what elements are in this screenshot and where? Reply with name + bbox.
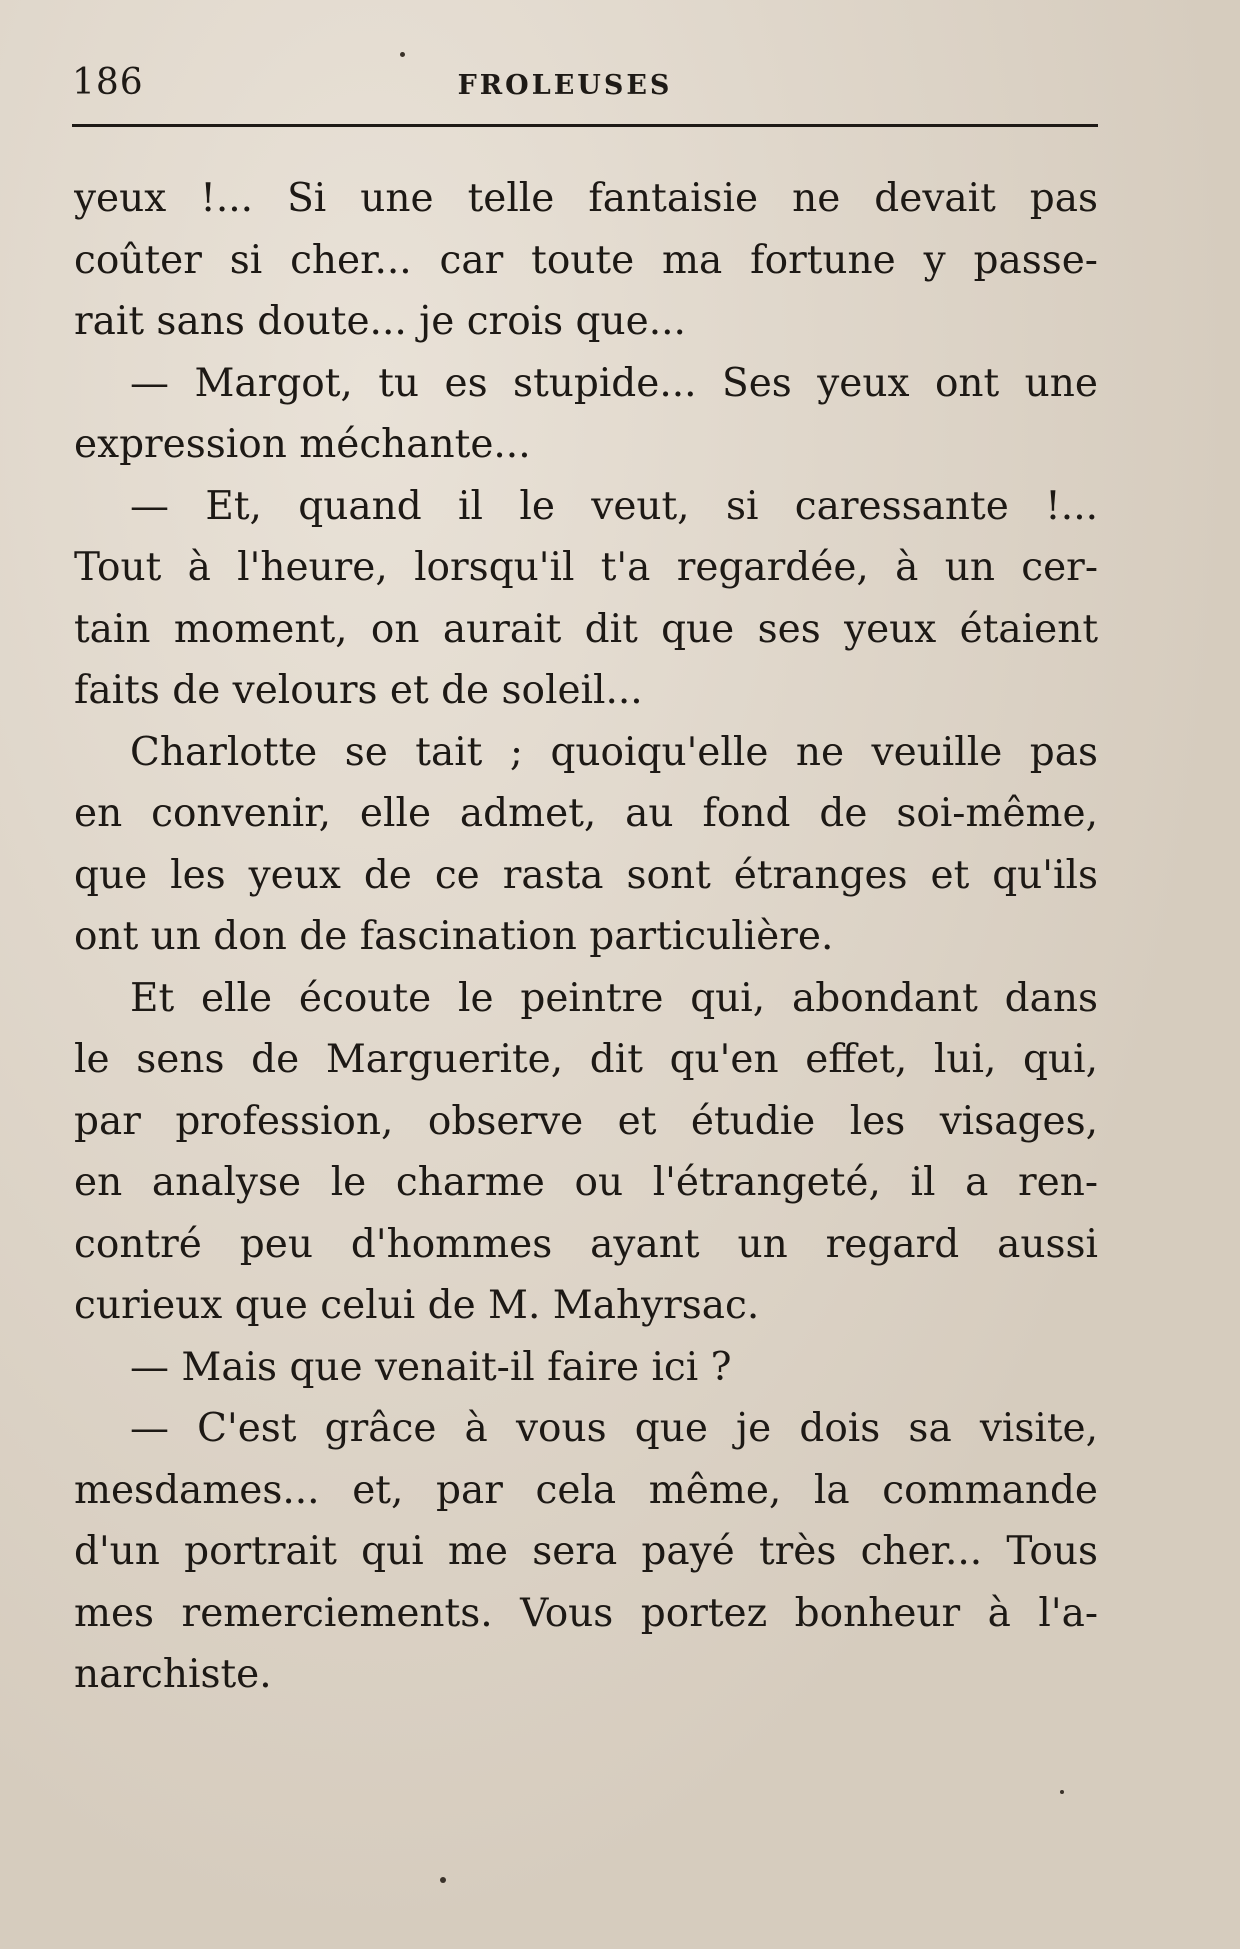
page-number: 186	[72, 62, 144, 103]
text-line: le sens de Marguerite, dit qu'en effet, lui, qui,	[74, 1037, 1098, 1082]
text-line: mes remerciements. Vous portez bonheur à l'a-	[74, 1590, 1098, 1636]
text-line: tain moment, on aurait dit que ses yeux étaient	[74, 606, 1098, 652]
running-title: FROLEUSES	[457, 70, 673, 101]
text-line: Charlotte se tait ; quoiqu'elle ne veuille pas	[130, 729, 1098, 775]
text-line: yeux !... Si une telle fantaisie ne devait pas	[74, 176, 1098, 221]
text-line: faits de velours et de soleil...	[74, 668, 643, 713]
paragraph	[74, 168, 1098, 353]
text-line: — C'est grâce à vous que je dois sa visite,	[130, 1406, 1098, 1451]
text-line: contré peu d'hommes ayant un regard aussi	[74, 1221, 1098, 1267]
text-line: rait sans doute... je crois que...	[74, 299, 686, 344]
text-line: — Margot, tu es stupide... Ses yeux ont une	[130, 360, 1098, 406]
text-line: Et elle écoute le peintre qui, abondant dans	[130, 975, 1098, 1021]
paragraph	[74, 1337, 1098, 1399]
text-line: en convenir, elle admet, au fond de soi-même,	[74, 791, 1098, 836]
body-text	[74, 168, 1098, 1706]
header-rule	[72, 124, 1098, 127]
paper-speck	[400, 52, 405, 57]
paragraph	[74, 353, 1098, 476]
paragraph	[74, 476, 1098, 722]
text-line: — Mais que venait-il faire ici ?	[130, 1344, 732, 1390]
paragraph	[74, 1398, 1098, 1706]
text-line: d'un portrait qui me sera payé très cher... Tous	[74, 1529, 1098, 1574]
text-line: par profession, observe et étudie les visages,	[74, 1098, 1098, 1144]
text-line: narchiste.	[74, 1652, 272, 1697]
text-line: ont un don de fascination particulière.	[74, 914, 834, 959]
text-line: — Et, quand il le veut, si caressante !...	[130, 483, 1098, 529]
paper-speck	[1060, 1790, 1064, 1794]
paper-speck	[440, 1877, 446, 1883]
text-line: Tout à l'heure, lorsqu'il t'a regardée, à un cer-	[74, 545, 1098, 590]
text-line: coûter si cher... car toute ma fortune y passe-	[74, 237, 1098, 283]
text-line: que les yeux de ce rasta sont étranges et qu'ils	[74, 852, 1098, 898]
text-line: curieux que celui de M. Mahyrsac.	[74, 1283, 760, 1328]
paragraph	[74, 968, 1098, 1337]
text-line: expression méchante...	[74, 422, 531, 467]
paragraph	[74, 722, 1098, 968]
text-line: en analyse le charme ou l'étrangeté, il a ren-	[74, 1160, 1098, 1205]
text-line: mesdames... et, par cela même, la commande	[74, 1467, 1098, 1513]
